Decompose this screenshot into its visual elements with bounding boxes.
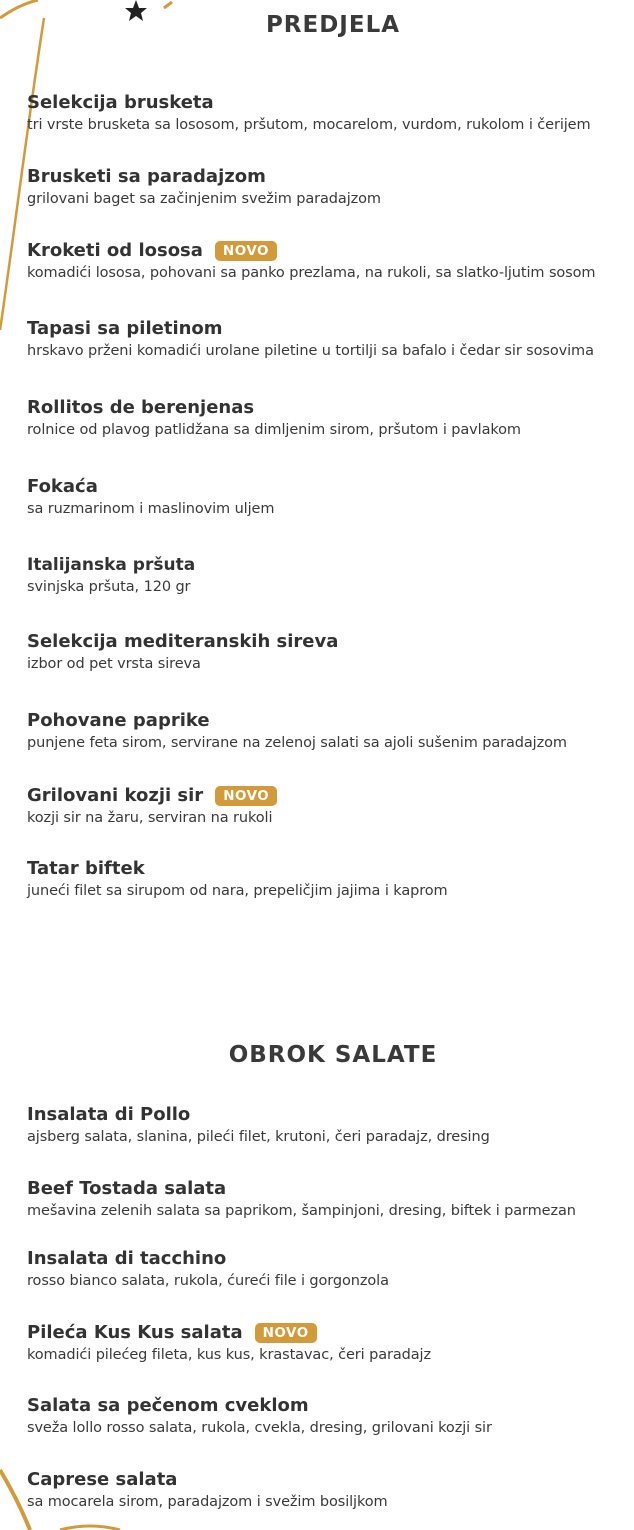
menu-item <box>27 1468 627 1512</box>
item-name: Selekcija brusketa <box>27 92 214 113</box>
menu-item <box>27 91 627 135</box>
item-description: sveža lollo rosso salata, rukola, cvekla, dresing, grilovani kozji sir <box>27 1420 492 1436</box>
menu-item <box>27 784 627 828</box>
item-description: tri vrste brusketa sa lososom, pršutom, mocarelom, vurdom, rukolom i čerijem <box>27 117 591 133</box>
menu-item <box>27 553 627 597</box>
section-title-obrok-salate: OBROK SALATE <box>228 1042 438 1068</box>
menu-item <box>27 239 627 283</box>
new-badge: NOVO <box>215 241 277 261</box>
item-description: kozji sir na žaru, serviran na rukoli <box>27 810 273 826</box>
item-name: Rollitos de berenjenas <box>27 397 255 418</box>
new-badge: NOVO <box>215 786 277 806</box>
menu-item <box>27 317 627 361</box>
item-description: hrskavo prženi komadići urolane piletine u tortilji sa bafalo i čedar sir sosovima <box>27 343 594 359</box>
item-description: svinjska pršuta, 120 gr <box>27 579 191 595</box>
section-title-predjela: PREDJELA <box>265 12 401 38</box>
item-name: Grilovani kozji sir <box>27 785 204 806</box>
item-name: Tapasi sa piletinom <box>27 318 223 339</box>
item-name: Salata sa pečenom cveklom <box>27 1395 309 1416</box>
item-name: Beef Tostada salata <box>27 1178 227 1199</box>
item-description: mešavina zelenih salata sa paprikom, šampinjoni, dresing, biftek i parmezan <box>27 1203 576 1219</box>
menu-item <box>27 396 627 440</box>
item-description: komadići pilećeg fileta, kus kus, krastavac, čeri paradajz <box>27 1347 431 1363</box>
menu-item <box>27 1247 627 1291</box>
item-name: Tatar biftek <box>27 858 145 879</box>
menu-item <box>27 1394 627 1438</box>
item-name: Insalata di tacchino <box>27 1248 227 1269</box>
item-name: Brusketi sa paradajzom <box>27 166 266 187</box>
menu-item <box>27 1103 627 1147</box>
item-description: grilovani baget sa začinjenim svežim paradajzom <box>27 191 381 207</box>
item-description: izbor od pet vrsta sireva <box>27 656 201 672</box>
item-description: sa ruzmarinom i maslinovim uljem <box>27 501 275 517</box>
item-name: Selekcija mediteranskih sireva <box>27 631 339 652</box>
item-description: komadići lososa, pohovani sa panko prezlama, na rukoli, sa slatko-ljutim sosom <box>27 265 596 281</box>
item-description: juneći filet sa sirupom od nara, prepeličjim jajima i kaprom <box>27 883 448 899</box>
menu-item <box>27 857 627 901</box>
menu-item <box>27 1177 627 1221</box>
menu-item <box>27 165 627 209</box>
item-name: Pohovane paprike <box>27 710 210 731</box>
item-name: Italijanska pršuta <box>27 555 196 575</box>
item-name: Kroketi od lososa <box>27 240 203 261</box>
item-description: punjene feta sirom, servirane na zelenoj salati sa ajoli sušenim paradajzom <box>27 735 567 751</box>
item-name: Insalata di Pollo <box>27 1104 191 1125</box>
menu-item <box>27 475 627 519</box>
menu-item <box>27 1321 627 1365</box>
item-description: rosso bianco salata, rukola, ćureći file i gorgonzola <box>27 1273 389 1289</box>
item-description: rolnice od plavog patlidžana sa dimljenim sirom, pršutom i pavlakom <box>27 422 521 438</box>
item-description: ajsberg salata, slanina, pileći filet, krutoni, čeri paradajz, dresing <box>27 1129 490 1145</box>
item-name: Pileća Kus Kus salata <box>27 1322 243 1343</box>
menu-item <box>27 630 627 674</box>
item-description: sa mocarela sirom, paradajzom i svežim bosiljkom <box>27 1494 388 1510</box>
item-name: Fokaća <box>27 476 98 497</box>
item-name: Caprese salata <box>27 1469 178 1490</box>
menu-item <box>27 709 627 753</box>
new-badge: NOVO <box>255 1323 317 1343</box>
